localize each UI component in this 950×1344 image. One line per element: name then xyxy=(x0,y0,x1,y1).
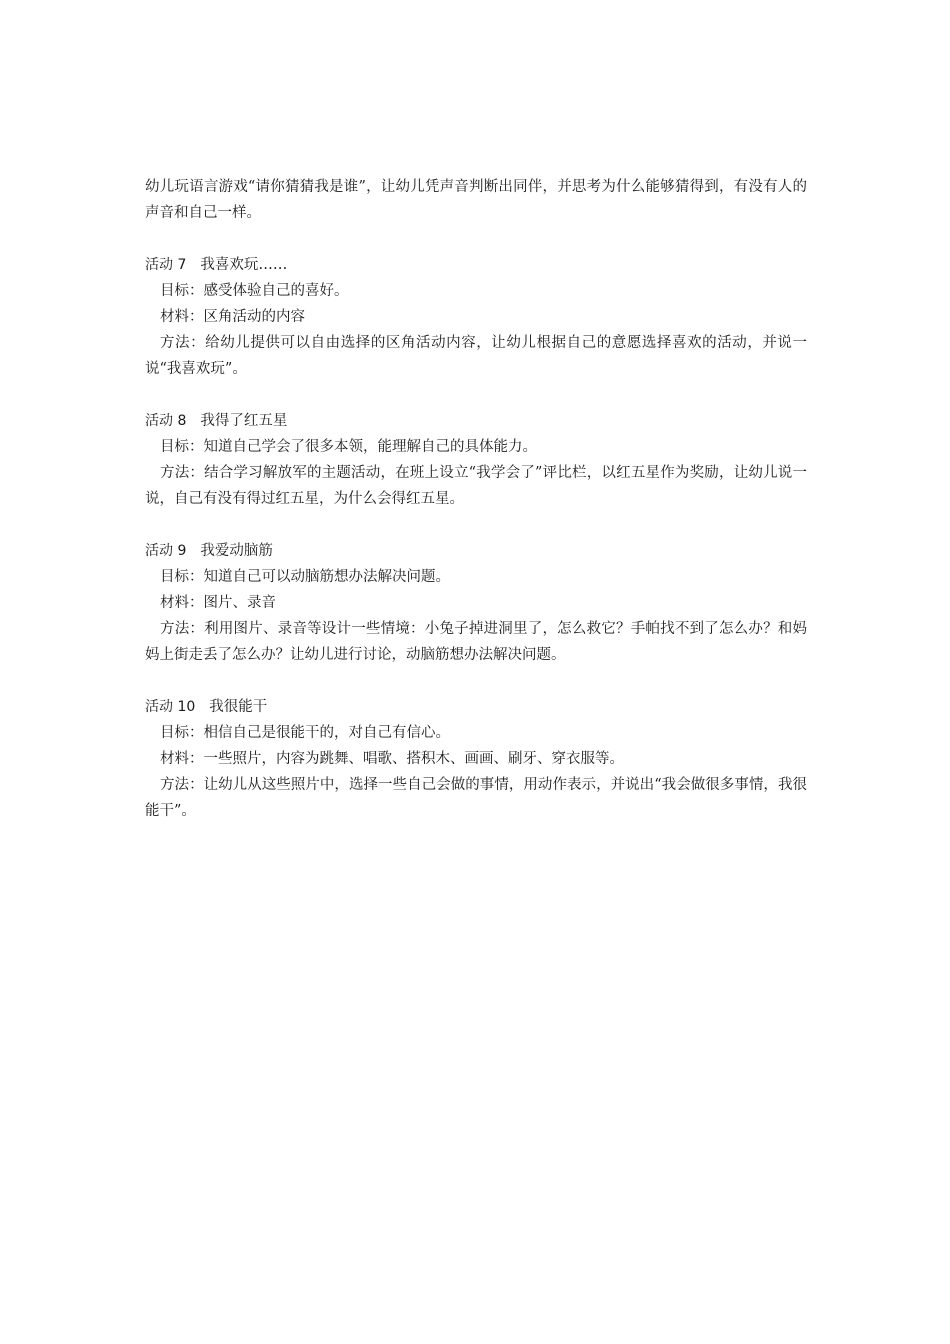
activity-label: 活动 10 xyxy=(145,699,196,715)
activity-method: 方法：利用图片、录音等设计一些情境：小兔子掉进洞里了，怎么救它？手帕找不到了怎么办？和妈妈上街走丢了怎么办？让幼儿进行讨论，动脑筋想办法解决问题。 xyxy=(145,621,807,663)
activity-title: 我得了红五星 xyxy=(200,413,288,429)
activity-title: 我很能干 xyxy=(209,699,268,715)
activity-goal: 目标：知道自己学会了很多本领，能理解自己的具体能力。 xyxy=(160,439,537,455)
activity-goal: 目标：知道自己可以动脑筋想办法解决问题。 xyxy=(160,569,450,585)
activity-label: 活动 9 xyxy=(145,543,187,559)
activity-material: 材料：图片、录音 xyxy=(160,595,276,611)
activity-7 xyxy=(145,252,807,382)
activity-title: 我喜欢玩…… xyxy=(200,257,288,273)
document-body xyxy=(145,174,807,824)
activity-method: 方法：给幼儿提供可以自由选择的区角活动内容，让幼儿根据自己的意愿选择喜欢的活动，并说一说“我喜欢玩”。 xyxy=(145,335,807,377)
activity-label: 活动 8 xyxy=(145,413,187,429)
activity-heading xyxy=(145,252,807,278)
activity-material: 材料：区角活动的内容 xyxy=(160,309,305,325)
activity-material: 材料：一些照片，内容为跳舞、唱歌、搭积木、画画、刷牙、穿衣服等。 xyxy=(160,751,624,767)
activity-method: 方法：让幼儿从这些照片中，选择一些自己会做的事情，用动作表示，并说出“我会做很多事情，我很能干”。 xyxy=(145,777,807,819)
activity-label: 活动 7 xyxy=(145,257,187,273)
activity-8 xyxy=(145,408,807,512)
activity-9 xyxy=(145,538,807,668)
activity-method: 方法：结合学习解放军的主题活动，在班上设立“我学会了”评比栏，以红五星作为奖励，让幼儿说一说，自己有没有得过红五星，为什么会得红五星。 xyxy=(145,465,807,507)
activity-heading xyxy=(145,538,807,564)
activity-goal: 目标：感受体验自己的喜好。 xyxy=(160,283,349,299)
activity-heading xyxy=(145,694,807,720)
activity-title: 我爱动脑筋 xyxy=(200,543,273,559)
intro-paragraph: 幼儿玩语言游戏“请你猜猜我是谁”，让幼儿凭声音判断出同伴，并思考为什么能够猜得到，有没有人的声音和自己一样。 xyxy=(145,179,807,221)
activity-heading xyxy=(145,408,807,434)
activity-goal: 目标：相信自己是很能干的，对自己有信心。 xyxy=(160,725,450,741)
activity-10 xyxy=(145,694,807,824)
